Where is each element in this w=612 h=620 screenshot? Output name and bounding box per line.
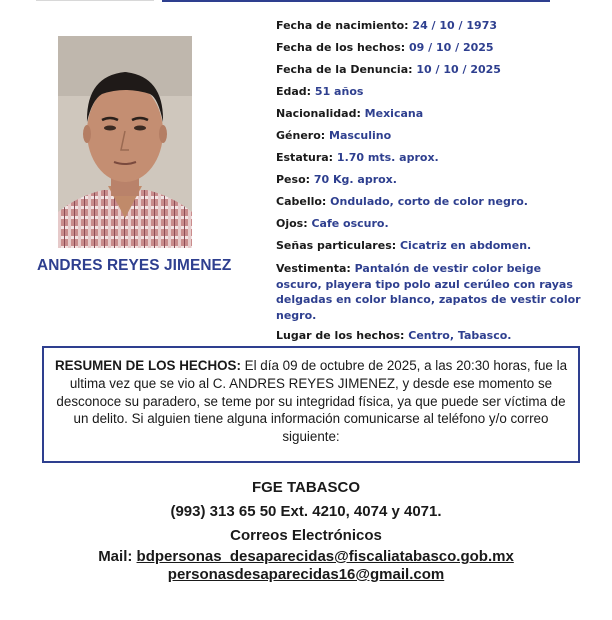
contact-org: FGE TABASCO [251,479,361,496]
field-label: Nacionalidad: [276,107,365,120]
field-marks [276,239,586,253]
email-line-1 [0,548,612,566]
field-event-date [276,41,586,55]
field-value: 24 / 10 / 1973 [412,19,498,32]
field-height [276,151,586,165]
field-label: Fecha de la Denuncia: [276,63,417,76]
emails-heading: Correos Electrónicos [230,527,382,544]
field-value: Masculino [329,129,392,142]
field-label: Ojos: [276,217,312,230]
field-value: 51 años [314,85,364,98]
field-label: Cabello: [276,195,331,208]
field-value: 70 Kg. aprox. [313,173,397,186]
field-label: Fecha de nacimiento: [276,19,413,32]
field-label: Género: [276,129,329,142]
field-birth-date [276,19,586,33]
email-link-2[interactable]: personasdesaparecidas16@gmail.com [167,566,445,583]
field-label: Señas particulares: [276,239,400,252]
field-label: Lugar de los hechos: [276,329,409,342]
field-hair [276,195,586,209]
field-label: Vestimenta: [276,262,355,275]
person-details [276,19,586,351]
field-value: Cicatriz en abdomen. [399,239,532,252]
header-rule [162,0,550,2]
field-label: Estatura: [276,151,337,164]
field-gender [276,129,586,143]
field-clothing [276,261,586,323]
field-label: Edad: [276,85,315,98]
field-age [276,85,586,99]
field-value: 10 / 10 / 2025 [416,63,501,76]
field-value: 1.70 mts. aprox. [336,151,439,164]
summary-box [42,346,580,463]
field-value: Mexicana [364,107,424,120]
field-report-date [276,63,586,77]
person-name: ANDRES REYES JIMENEZ [37,257,232,274]
field-value: Centro, Tabasco. [408,329,512,342]
header-rule-left [36,0,154,1]
field-eyes [276,217,586,231]
summary-label: RESUMEN DE LOS HECHOS: [54,358,241,373]
person-photo [58,36,192,248]
field-nationality [276,107,586,121]
contact-phone: (993) 313 65 50 Ext. 4210, 4074 y 4071. [170,503,442,520]
field-event-place [276,329,586,343]
field-weight [276,173,586,187]
contact-block [0,476,612,584]
mail-label: Mail: [98,548,137,565]
summary-text: El día 09 de octubre de 2025, a las 20:30 horas, fue la ultima vez que se vio al C. ANDRES REYES JIMENEZ, y desde ese momento se desconoce su paradero, se teme por su integridad física, ya que puede ser víctima de un delito. Si alguien tiene alguna información comunicarse al teléfono y/o correo siguiente: [56,358,568,445]
field-value: Cafe oscuro. [311,217,389,230]
field-value: 09 / 10 / 2025 [408,41,494,54]
field-value: Ondulado, corto de color negro. [330,195,528,208]
field-label: Fecha de los hechos: [276,41,409,54]
field-label: Peso: [276,173,314,186]
field-value: Pantalón de vestir color beige oscuro, playera tipo polo azul cerúleo con rayas delgadas en color blanco, zapatos de vestir color negro. [276,262,581,322]
email-line-2 [0,566,612,584]
email-link-1[interactable]: bdpersonas_desaparecidas@fiscaliatabasco.gob.mx [136,548,514,565]
